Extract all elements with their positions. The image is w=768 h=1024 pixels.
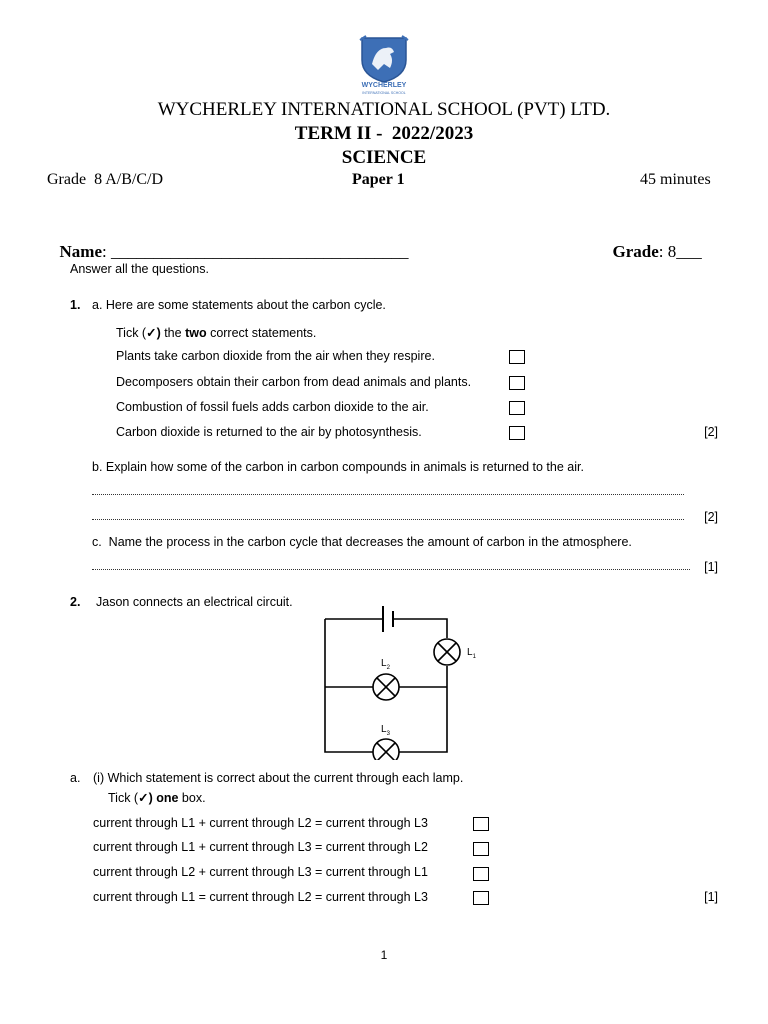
page-number: 1	[380, 948, 388, 962]
subject-title: SCIENCE	[341, 147, 427, 168]
circuit-diagram	[318, 600, 488, 760]
logo-text: WYCHERLEY	[361, 82, 407, 89]
instructions: Answer all the questions.	[70, 262, 209, 276]
q2a-text: (i) Which statement is correct about the current through each lamp.	[93, 771, 464, 785]
q1-statement-3: Combustion of fossil fuels adds carbon dioxide to the air.	[116, 400, 429, 414]
q1-checkbox-1[interactable]	[509, 350, 525, 364]
q2-checkbox-2[interactable]	[473, 842, 489, 856]
q2-checkbox-4[interactable]	[473, 891, 489, 905]
q1b-answer-line-2[interactable]	[92, 509, 684, 520]
lamp-label-l1: $L_1$	[467, 647, 476, 660]
tick-icon: ✓)	[138, 791, 153, 805]
q1c-marks: [1]	[704, 560, 718, 574]
q1c-text: c. Name the process in the carbon cycle that decreases the amount of carbon in the atmosphere.	[92, 535, 632, 549]
crest-icon	[356, 34, 412, 84]
q1-tick-instruction: Tick (✓) the two correct statements.	[116, 326, 317, 340]
q2-checkbox-3[interactable]	[473, 867, 489, 881]
q1-checkbox-4[interactable]	[509, 426, 525, 440]
q1b-answer-line-1[interactable]	[92, 484, 684, 495]
q1-number: 1.	[70, 298, 81, 312]
grade-field[interactable]	[604, 222, 702, 262]
grade-blank[interactable]: : 8___	[658, 242, 702, 261]
school-logo	[356, 34, 412, 96]
paper-label: Paper 1	[352, 171, 405, 188]
q1-statement-1: Plants take carbon dioxide from the air when they respire.	[116, 349, 435, 363]
q2a-marks: [1]	[704, 890, 718, 904]
name-field[interactable]	[51, 222, 408, 262]
logo-subtext: INTERNATIONAL SCHOOL	[362, 91, 406, 95]
q2-number: 2.	[70, 595, 81, 609]
term-title: TERM II - 2022/2023	[294, 123, 474, 144]
q2-option-3: current through L2 + current through L3 = current through L1	[93, 865, 428, 879]
name-label: Name	[59, 242, 102, 261]
grade-label: Grade	[612, 242, 659, 261]
q1a-text: a. Here are some statements about the carbon cycle.	[92, 298, 386, 312]
name-blank[interactable]: : ___________________________________	[101, 242, 409, 261]
lamp-label-l3: $L_3$	[381, 724, 390, 737]
lamp-l1	[434, 639, 460, 665]
q1-checkbox-2[interactable]	[509, 376, 525, 390]
q1-statement-4: Carbon dioxide is returned to the air by photosynthesis.	[116, 425, 422, 439]
school-name: WYCHERLEY INTERNATIONAL SCHOOL (PVT) LTD.	[157, 99, 611, 120]
lamp-l3	[373, 739, 399, 760]
q2-option-1: current through L1 + current through L2 = current through L3	[93, 816, 428, 830]
grade-line: Grade 8 A/B/C/D	[47, 171, 163, 188]
q1b-marks: [2]	[704, 510, 718, 524]
q2-checkbox-1[interactable]	[473, 817, 489, 831]
q2-intro: Jason connects an electrical circuit.	[96, 595, 293, 609]
q2-option-4: current through L1 = current through L2 = current through L3	[93, 890, 428, 904]
lamp-label-l2: $L_2$	[381, 658, 390, 671]
q1-statement-2: Decomposers obtain their carbon from dead animals and plants.	[116, 375, 472, 389]
tick-icon: ✓)	[146, 326, 161, 340]
q2-option-2: current through L1 + current through L3 = current through L2	[93, 840, 428, 854]
q1-checkbox-3[interactable]	[509, 401, 525, 415]
q1a-marks: [2]	[704, 425, 718, 439]
q2-tick-instruction: Tick (✓) one box.	[108, 791, 206, 805]
q1c-answer-line[interactable]	[92, 559, 690, 570]
q1b-text: b. Explain how some of the carbon in carbon compounds in animals is returned to the air.	[92, 460, 584, 474]
lamp-l2	[373, 674, 399, 700]
q2a-label: a.	[70, 771, 81, 785]
duration: 45 minutes	[640, 171, 711, 188]
